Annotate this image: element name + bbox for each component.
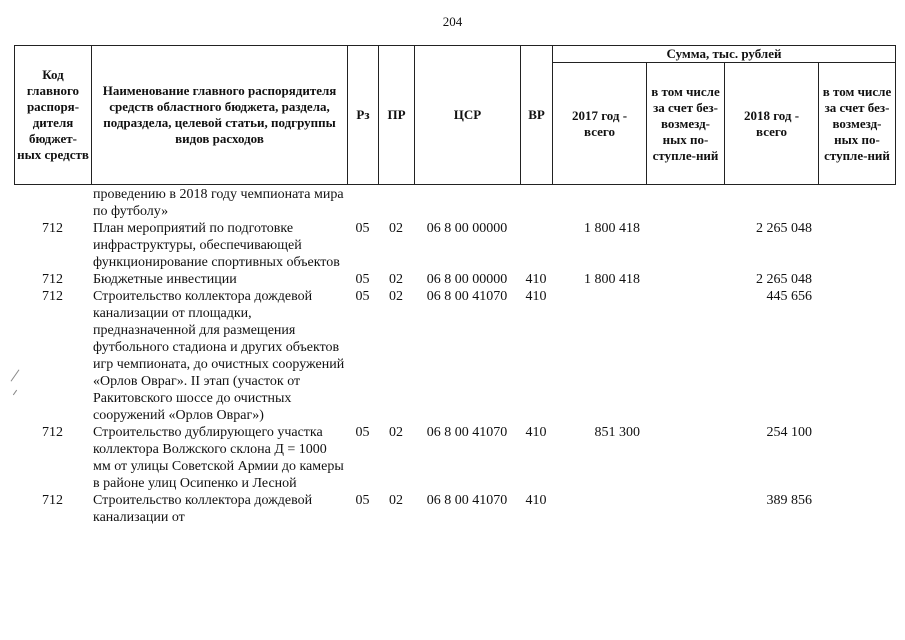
row-2017-total: 1 800 418 bbox=[584, 272, 640, 287]
header-code: Код главного распоря-дителя бюджет-ных средств bbox=[15, 46, 92, 185]
page-number: 204 bbox=[442, 14, 463, 29]
row-2017-gratis bbox=[646, 220, 724, 271]
row-name: План мероприятий по подготовке инфраструктуры, обеспечивающей функционирование спортивных объектов bbox=[93, 221, 340, 270]
row-code: 712 bbox=[42, 289, 63, 304]
row-2018-gratis bbox=[818, 271, 895, 288]
table-row bbox=[14, 492, 895, 526]
table-row bbox=[14, 271, 895, 288]
row-rz: 05 bbox=[355, 493, 370, 508]
header-rz: Рз bbox=[348, 46, 379, 185]
row-pr: 02 bbox=[389, 425, 403, 440]
table-row bbox=[14, 288, 895, 424]
header-name: Наименование главного распорядителя средств областного бюджета, раздела, подраздела, целевой статьи, подгруппы видов расходов bbox=[92, 46, 348, 185]
row-csr: 06 8 00 41070 bbox=[426, 425, 508, 440]
row-vr: 410 bbox=[525, 425, 547, 440]
header-csr: ЦСР bbox=[415, 46, 521, 185]
row-csr: 06 8 00 41070 bbox=[426, 493, 508, 508]
row-2017-total: 1 800 418 bbox=[584, 221, 640, 236]
row-rz: 05 bbox=[355, 272, 370, 287]
row-2018-total: 445 656 bbox=[766, 289, 812, 304]
row-pr: 02 bbox=[389, 493, 403, 508]
row-2017-gratis bbox=[646, 288, 724, 424]
row-code bbox=[14, 186, 91, 220]
row-2018-total: 389 856 bbox=[766, 493, 812, 508]
row-2017-gratis bbox=[646, 492, 724, 526]
row-2017-total bbox=[552, 186, 646, 220]
row-code: 712 bbox=[42, 425, 63, 440]
row-2018-total bbox=[724, 186, 818, 220]
row-vr bbox=[520, 220, 552, 271]
row-2017-gratis bbox=[646, 424, 724, 492]
row-rz: 05 bbox=[355, 221, 370, 236]
row-name: Строительство коллектора дождевой канализации от bbox=[93, 493, 313, 525]
header-vr: ВР bbox=[521, 46, 553, 185]
row-code: 712 bbox=[42, 221, 63, 236]
row-vr: 410 bbox=[525, 289, 547, 304]
header-2017-total: 2017 год - всего bbox=[553, 63, 647, 185]
row-code: 712 bbox=[42, 272, 63, 287]
row-csr: 06 8 00 00000 bbox=[426, 272, 508, 287]
row-vr bbox=[520, 186, 552, 220]
row-2017-total: 851 300 bbox=[594, 425, 640, 440]
row-name: Строительство дублирующего участка коллектора Волжского склона Д = 1000 мм от улицы Советской Армии до камеры в районе улиц Осипенко и Лесной bbox=[93, 425, 344, 491]
row-pr: 02 bbox=[389, 221, 403, 236]
row-2018-total: 254 100 bbox=[766, 425, 812, 440]
header-pr: ПР bbox=[379, 46, 415, 185]
row-2018-gratis bbox=[818, 492, 895, 526]
table-body bbox=[14, 186, 895, 526]
row-2018-gratis bbox=[818, 220, 895, 271]
row-pr: 02 bbox=[389, 289, 403, 304]
row-code: 712 bbox=[42, 493, 63, 508]
row-2017-total bbox=[552, 492, 646, 526]
header-2017-gratis: в том числе за счет без-возмезд-ных по-ступле-ний bbox=[647, 63, 725, 185]
row-name: Строительство коллектора дождевой канализации от площадки, предназначенной для размещения футбольного стадиона и других объектов игр чемпионата, до очистных сооружений «Орлов Овраг». II этап (участок от Ракитовского шоссе до очистных сооружений «Орлов Овраг») bbox=[93, 289, 345, 423]
row-csr bbox=[414, 186, 520, 220]
row-vr: 410 bbox=[525, 493, 547, 508]
row-name: проведению в 2018 году чемпионата мира по футболу» bbox=[93, 187, 344, 219]
row-name: Бюджетные инвестиции bbox=[93, 272, 237, 287]
row-vr: 410 bbox=[525, 272, 547, 287]
row-2018-gratis bbox=[818, 424, 895, 492]
table-row bbox=[14, 220, 895, 271]
header-2018-gratis: в том числе за счет без-возмезд-ных по-ступле-ний bbox=[819, 63, 896, 185]
row-2017-gratis bbox=[646, 271, 724, 288]
row-2018-total: 2 265 048 bbox=[756, 221, 812, 236]
row-2017-total bbox=[552, 288, 646, 424]
row-2018-gratis bbox=[818, 186, 895, 220]
table-row bbox=[14, 424, 895, 492]
row-2017-gratis bbox=[646, 186, 724, 220]
row-rz bbox=[347, 186, 378, 220]
row-pr: 02 bbox=[389, 272, 403, 287]
row-csr: 06 8 00 41070 bbox=[426, 289, 508, 304]
header-sum: Сумма, тыс. рублей bbox=[553, 46, 896, 63]
table-row bbox=[14, 186, 895, 220]
row-2018-gratis bbox=[818, 288, 895, 424]
row-rz: 05 bbox=[355, 289, 370, 304]
row-pr bbox=[378, 186, 414, 220]
row-csr: 06 8 00 00000 bbox=[426, 221, 508, 236]
table-header bbox=[14, 45, 896, 185]
row-2018-total: 2 265 048 bbox=[756, 272, 812, 287]
row-rz: 05 bbox=[355, 425, 370, 440]
header-2018-total: 2018 год - всего bbox=[725, 63, 819, 185]
